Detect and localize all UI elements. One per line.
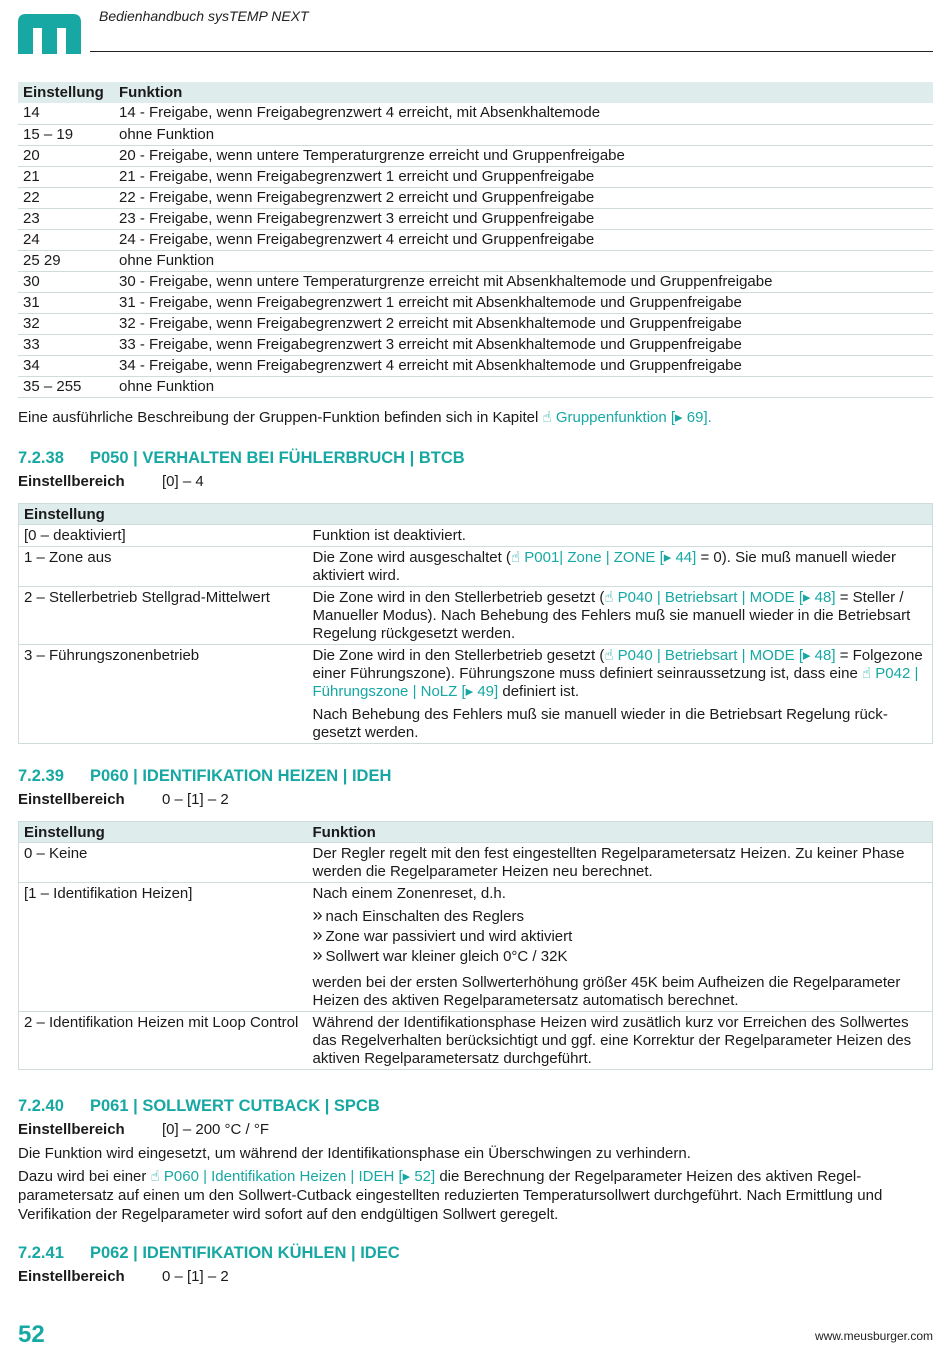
setting-cell: 25 29 bbox=[23, 251, 61, 269]
hand-pointer-icon: ☝ bbox=[510, 549, 525, 566]
table-row bbox=[18, 313, 933, 334]
function-cell: Der Regler regelt mit den fest eingestellten Regelparametersatz Heizen. Zu keiner Phase werden die Regelparameter Heizen neu berechnet. bbox=[308, 843, 933, 883]
setting-cell: 31 bbox=[23, 293, 40, 311]
table-row bbox=[18, 229, 933, 250]
function-cell: 24 - Freigabe, wenn Freigabegrenzwert 4 erreicht und Gruppenfreigabe bbox=[119, 230, 595, 248]
setting-cell: 2 – Stellerbetrieb Stellgrad-Mittelwert bbox=[19, 587, 308, 645]
zone-link[interactable]: ☝ P001| Zone | ZONE [▸ 44] bbox=[510, 549, 697, 566]
table-row bbox=[18, 187, 933, 208]
operating-mode-link[interactable]: ☝ P040 | Betriebsart | MODE [▸ 48] bbox=[604, 647, 836, 664]
table-row bbox=[19, 587, 933, 645]
function-cell: 22 - Freigabe, wenn Freigabegrenzwert 2 erreicht und Gruppenfreigabe bbox=[119, 188, 595, 206]
setting-range-7-2-38: Einstellbereich [0] – 4 bbox=[18, 473, 204, 490]
table-row bbox=[18, 124, 933, 145]
setting-cell: 23 bbox=[23, 209, 40, 227]
table-row bbox=[18, 250, 933, 271]
section-heading-7-2-38: 7.2.38 P050 | VERHALTEN BEI FÜHLERBRUCH | BTCB bbox=[18, 449, 465, 467]
setting-cell: 35 – 255 bbox=[23, 377, 82, 395]
function-cell: 23 - Freigabe, wenn Freigabegrenzwert 3 erreicht und Gruppenfreigabe bbox=[119, 209, 595, 227]
hand-pointer-icon: ☝ bbox=[150, 1168, 164, 1185]
double-chevron-icon: » bbox=[312, 905, 323, 925]
table-row bbox=[18, 166, 933, 187]
setting-cell: 15 – 19 bbox=[23, 125, 74, 143]
function-cell: 30 - Freigabe, wenn untere Temperaturgrenze erreicht mit Absenkhaltemode und Gruppenfreigabe bbox=[119, 272, 773, 290]
column-header-function: Funktion bbox=[114, 82, 933, 103]
table-row bbox=[18, 292, 933, 313]
setting-cell: 2 – Identifikation Heizen mit Loop Control bbox=[19, 1012, 308, 1070]
cutback-description: Die Funktion wird eingesetzt, um während der Identifikationsphase ein Überschwingen zu verhindern. bbox=[18, 1145, 691, 1162]
function-cell: 20 - Freigabe, wenn untere Temperaturgrenze erreicht und Gruppenfreigabe bbox=[119, 146, 625, 164]
list-item: » Zone war passiviert und wird aktiviert bbox=[312, 925, 573, 945]
table-row bbox=[19, 1012, 933, 1070]
function-cell: ohne Funktion bbox=[119, 377, 215, 395]
double-chevron-icon: » bbox=[312, 945, 323, 965]
table-row bbox=[18, 334, 933, 355]
cutback-detail: Dazu wird bei einer ☝ P060 | Identifikation Heizen | IDEH [▸ 52] die Berechnung der Regelparameter Heizen des aktiven Regelparametersatz auf einen um den Sollwert-Cutback eingestellten reduzierten Temperatursollwert durchgeführt. Nach Ermittlung und Verifikation der Regelparameter wird sofort auf den endgültigen Sollwert geregelt. bbox=[18, 1168, 883, 1223]
release-settings-table bbox=[18, 82, 933, 398]
setting-range-7-2-41: Einstellbereich 0 – [1] – 2 bbox=[18, 1268, 229, 1285]
lead-zone-link[interactable]: ☝ P042 | Führungszone | NoLZ [▸ 49] bbox=[312, 665, 919, 700]
setting-cell: 0 – Keine bbox=[19, 843, 308, 883]
function-cell: 33 - Freigabe, wenn Freigabegrenzwert 3 erreicht mit Absenkhaltemode und Gruppenfreigabe bbox=[119, 335, 742, 353]
setting-cell: 32 bbox=[23, 314, 40, 332]
page-number: 52 bbox=[18, 1321, 45, 1348]
table-row bbox=[18, 376, 933, 397]
document-title: Bedienhandbuch sysTEMP NEXT bbox=[99, 8, 309, 24]
setting-cell: 21 bbox=[23, 167, 40, 185]
header-divider bbox=[90, 51, 933, 52]
function-cell: 34 - Freigabe, wenn Freigabegrenzwert 4 erreicht mit Absenkhaltemode und Gruppenfreigabe bbox=[119, 356, 742, 374]
function-cell: ohne Funktion bbox=[119, 251, 215, 269]
table-row bbox=[19, 843, 933, 883]
hand-pointer-icon: ☝ bbox=[542, 409, 556, 426]
hand-pointer-icon: ☝ bbox=[861, 665, 876, 682]
setting-cell: 20 bbox=[23, 146, 40, 164]
table-row bbox=[19, 525, 933, 547]
table-row bbox=[19, 645, 933, 744]
setting-cell: 22 bbox=[23, 188, 40, 206]
setting-cell: 1 – Zone aus bbox=[19, 547, 308, 587]
setting-range-7-2-39: Einstellbereich 0 – [1] – 2 bbox=[18, 791, 229, 808]
column-header-function: Funktion bbox=[308, 822, 933, 843]
table-row bbox=[19, 883, 933, 1012]
setting-cell: 24 bbox=[23, 230, 40, 248]
function-cell: 31 - Freigabe, wenn Freigabegrenzwert 1 erreicht mit Absenkhaltemode und Gruppenfreigabe bbox=[119, 293, 742, 311]
website-link[interactable]: www.meusburger.com bbox=[814, 1329, 933, 1343]
setting-cell: 34 bbox=[23, 356, 40, 374]
table-row bbox=[19, 547, 933, 587]
function-cell: Die Zone wird ausgeschaltet (☝ P001| Zone | ZONE [▸ 44] = 0). Sie muß manuell wieder aktiviert wird. bbox=[308, 547, 933, 587]
list-item: » nach Einschalten des Reglers bbox=[312, 905, 524, 925]
hand-pointer-icon: ☝ bbox=[604, 647, 618, 664]
list-item: » Sollwert war kleiner gleich 0°C / 32K bbox=[312, 945, 568, 965]
setting-cell: [1 – Identifikation Heizen] bbox=[19, 883, 308, 1012]
section-heading-7-2-41: 7.2.41 P062 | IDENTIFIKATION KÜHLEN | IDEC bbox=[18, 1244, 400, 1262]
function-cell: 32 - Freigabe, wenn Freigabegrenzwert 2 erreicht mit Absenkhaltemode und Gruppenfreigabe bbox=[119, 314, 742, 332]
table-row bbox=[18, 103, 933, 124]
setting-cell: [0 – deaktiviert] bbox=[19, 525, 308, 547]
setting-cell: 33 bbox=[23, 335, 40, 353]
group-function-note: Eine ausführliche Beschreibung der Gruppen-Funktion befinden sich in Kapitel ☝ Gruppenfunktion [▸ 69]. bbox=[18, 409, 712, 426]
function-cell: Nach einem Zonenreset, d.h. » nach Einschalten des Reglers » Zone war passiviert und wird aktiviert » Sollwert war kleiner gleich 0°C / 32K werden bei der ersten Sollwerterhöhung größer 45K beim Aufheizen die Regelparameter Heizen des aktiven Regelparametersatz automatisch berechnet. bbox=[308, 883, 933, 1012]
table-row bbox=[18, 355, 933, 376]
setting-cell: 14 bbox=[23, 104, 40, 121]
function-cell: 21 - Freigabe, wenn Freigabegrenzwert 1 erreicht und Gruppenfreigabe bbox=[119, 167, 595, 185]
setting-cell: 3 – Führungszonenbetrieb bbox=[19, 645, 308, 744]
sensor-break-table bbox=[18, 503, 933, 744]
function-cell: Während der Identifikationsphase Heizen wird zusätlich kurz vor Erreichen des Sollwertes das Regelverhalten berücksichtigt und ggf. eine Korrektur der Regelparameter Heizen des aktiven Regelparametersatz durchgeführt. bbox=[308, 1012, 933, 1070]
meusburger-logo bbox=[18, 14, 81, 54]
function-cell: Funktion ist deaktiviert. bbox=[308, 525, 933, 547]
section-heading-7-2-40: 7.2.40 P061 | SOLLWERT CUTBACK | SPCB bbox=[18, 1097, 380, 1115]
column-header-setting: Einstellung bbox=[19, 504, 933, 525]
group-function-link[interactable]: ☝ Gruppenfunktion [▸ 69] bbox=[542, 409, 708, 426]
table-row bbox=[18, 271, 933, 292]
hand-pointer-icon: ☝ bbox=[604, 589, 618, 606]
column-header-setting: Einstellung bbox=[19, 822, 308, 843]
function-cell: Die Zone wird in den Stellerbetrieb gesetzt (☝ P040 | Betriebsart | MODE [▸ 48] = Steller / Manueller Modus). Nach Behebung des Fehlers muß sie manuell wieder in die Betriebsart Regelung rückgesetzt werden. bbox=[308, 587, 933, 645]
setting-cell: 30 bbox=[23, 272, 40, 290]
column-header-setting: Einstellung bbox=[18, 82, 114, 103]
double-chevron-icon: » bbox=[312, 925, 323, 945]
function-cell: ohne Funktion bbox=[119, 125, 215, 143]
table-row bbox=[18, 145, 933, 166]
identification-heating-table bbox=[18, 821, 933, 1070]
identification-heating-link[interactable]: ☝ P060 | Identifikation Heizen | IDEH [▸ 52] bbox=[150, 1168, 436, 1185]
function-cell: 14 - Freigabe, wenn Freigabegrenzwert 4 erreicht, mit Absenkhaltemode bbox=[119, 104, 601, 121]
table-row bbox=[18, 208, 933, 229]
setting-range-7-2-40: Einstellbereich [0] – 200 °C / °F bbox=[18, 1121, 270, 1138]
function-cell: Die Zone wird in den Stellerbetrieb gesetzt (☝ P040 | Betriebsart | MODE [▸ 48] = Folgezone einer Führungszone). Führungszone muss definiert seinraussetzung ist, dass eine ☝ P042 | Führungszone | NoLZ [▸ 49] definiert ist. Nach Behebung des Fehlers muß sie manuell wieder in die Betriebsart Regelung rückgesetzt werden. bbox=[308, 645, 933, 744]
section-heading-7-2-39: 7.2.39 P060 | IDENTIFIKATION HEIZEN | IDEH bbox=[18, 767, 392, 785]
operating-mode-link[interactable]: ☝ P040 | Betriebsart | MODE [▸ 48] bbox=[604, 589, 836, 606]
